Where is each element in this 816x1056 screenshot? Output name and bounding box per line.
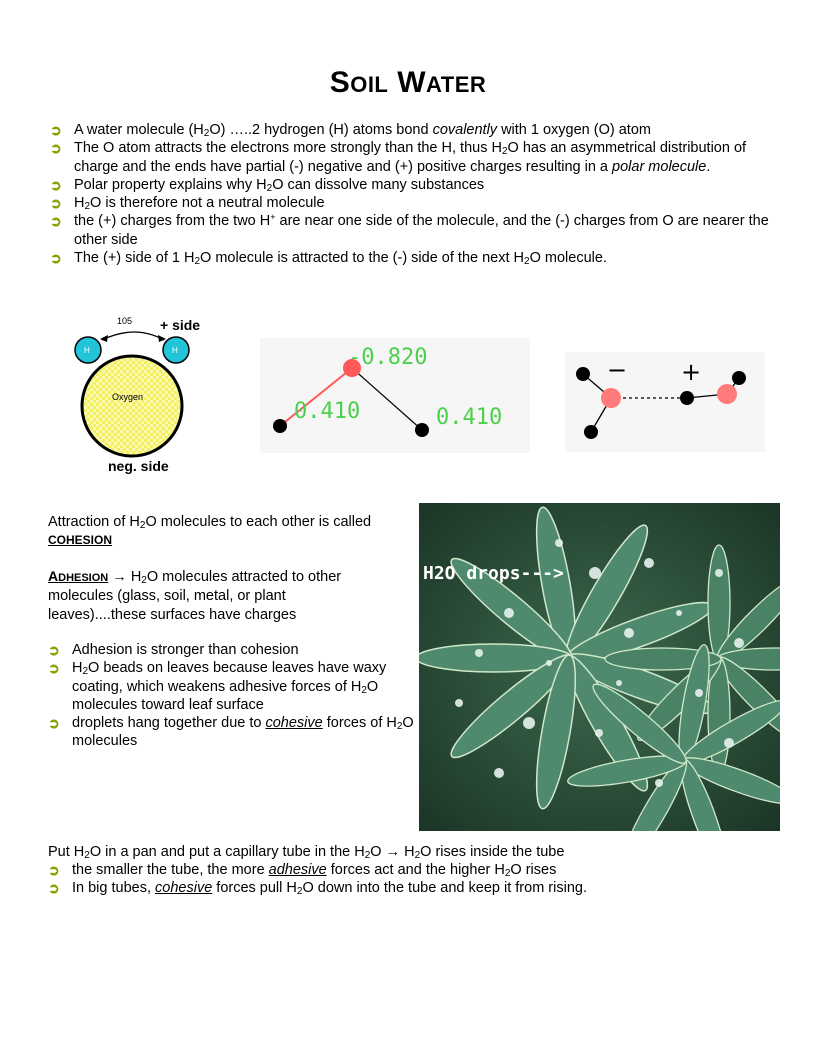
text-run: O molecule.	[529, 250, 607, 267]
hydrogen-atom	[680, 391, 694, 405]
subscript: 2	[501, 146, 508, 158]
water-molecule-diagram	[60, 310, 230, 480]
text-run: O has an asymmetrical distribution of charge and the ends have partial (-) negative and (+) positive charges resulting in a	[74, 140, 747, 175]
cohesive-term: cohesive	[265, 715, 323, 732]
hydrogen-atom	[732, 371, 746, 385]
hydrogen-atom	[584, 425, 598, 439]
text-run: H	[130, 569, 142, 585]
list-item	[50, 121, 770, 139]
subscript: 2	[84, 850, 90, 861]
hydrogen-atom	[415, 423, 429, 437]
text-run: H	[72, 660, 83, 677]
title-smallcaps: ATER	[426, 72, 487, 97]
text-run: A water molecule (H	[74, 122, 204, 138]
bond-angle-label: 105	[117, 316, 133, 326]
cohesion-term: COHESION	[48, 533, 113, 548]
subscript: 2	[194, 256, 201, 268]
subscript: 2	[414, 850, 421, 861]
bullet-list-top	[50, 121, 770, 267]
hydrogen-charge-label: 0.410	[294, 399, 361, 424]
oxygen-label: Oxygen	[112, 392, 144, 402]
subscript: 2	[396, 721, 403, 733]
hydrogen-label: H	[84, 346, 90, 355]
list-item	[48, 861, 768, 879]
text-run: O beads on leaves because leaves have waxy coating, which weakens adhesive forces of H	[72, 660, 387, 695]
h2o-drops-label: H2O drops--->	[423, 563, 564, 584]
subscript: 2	[524, 256, 530, 268]
arrow-bullet-icon: ➲	[48, 862, 60, 878]
text-run: O molecules	[72, 715, 414, 750]
text-run: O) …..2 hydrogen (H) atoms bond	[209, 122, 433, 138]
italic-term: covalently	[432, 122, 498, 138]
arrow-bullet-icon: ➲	[50, 213, 62, 230]
italic-term: polar molecule	[612, 158, 707, 175]
subscript: 2	[203, 128, 210, 139]
bond-angle-arc	[102, 332, 164, 340]
text-run: H	[400, 844, 415, 860]
charge-distribution-diagram	[260, 338, 530, 453]
subscript: 2	[266, 182, 273, 194]
list-item	[50, 139, 770, 176]
right-arrow-icon: →	[385, 844, 401, 860]
arrow-bullet-icon: ➲	[48, 660, 60, 677]
arrow-bullet-icon: ➲	[50, 250, 62, 267]
adhesive-term: adhesive	[268, 862, 327, 878]
text-run: forces pull H	[212, 880, 297, 897]
plus-label: +	[681, 358, 702, 386]
adhesion-paragraph	[48, 567, 388, 624]
text-run: O	[370, 844, 386, 860]
arc-arrowhead-right	[158, 335, 166, 342]
hydrogen-atom	[273, 419, 287, 433]
list-item	[48, 659, 420, 714]
arrow-bullet-icon: ➲	[50, 140, 62, 157]
text-run: droplets hang together due to	[72, 715, 266, 732]
text-run: O molecules toward leaf surface	[72, 678, 379, 713]
plus-side-label: + side	[160, 317, 201, 333]
subscript: 2	[504, 868, 511, 879]
subscript: 2	[141, 575, 147, 586]
arrow-bullet-icon: ➲	[50, 122, 62, 138]
subscript: 2	[364, 850, 371, 861]
text-run: O molecule is attracted to the (-) side of the next H	[200, 250, 525, 267]
arrow-bullet-icon: ➲	[50, 176, 62, 193]
text-run: are near one side of the molecule, and the (-) charges from O are nearer the other side	[74, 213, 769, 248]
cohesion-paragraph	[48, 513, 418, 550]
minus-label: −	[607, 356, 628, 384]
text-run: O down into the tube and keep it from rising.	[302, 880, 587, 897]
text-run: H	[74, 195, 85, 212]
text-run: O molecules attracted to other molecules (glass, soil, metal, or plant leaves)....these surfaces have charges	[48, 569, 342, 623]
superscript: +	[270, 212, 276, 223]
capillary-paragraph	[48, 843, 768, 861]
arrow-bullet-icon: ➲	[48, 642, 60, 658]
text-run: In big tubes,	[72, 880, 156, 897]
title-char: S	[329, 66, 351, 99]
right-arrow-icon: →	[112, 569, 127, 585]
leaf-water-drops-photo	[419, 503, 780, 831]
oxygen-charge-label: -0.820	[348, 345, 428, 370]
term-smallcaps: DHESION	[58, 572, 109, 584]
text-run: O molecules to each other is called	[145, 514, 372, 530]
arrow-bullet-icon: ➲	[50, 195, 62, 212]
subscript: 2	[139, 520, 146, 531]
bullet-list-middle	[48, 641, 420, 751]
list-item	[50, 194, 770, 212]
arrow-bullet-icon: ➲	[48, 715, 60, 732]
oxygen-atom	[601, 388, 621, 408]
list-item	[48, 714, 420, 751]
text-run: the smaller the tube, the more	[72, 862, 269, 878]
arc-arrowhead-left	[100, 335, 108, 342]
hydrogen-atom	[576, 367, 590, 381]
text-run: O is therefore not a neutral molecule	[90, 195, 325, 212]
cohesive-term: cohesive	[155, 880, 213, 897]
adhesion-term	[48, 568, 108, 584]
list-item	[48, 641, 420, 659]
title-char: W	[397, 66, 427, 99]
text-run: the (+) charges from the two H	[74, 213, 271, 230]
bullet-list-bottom	[48, 861, 768, 898]
text-run: Put H	[48, 844, 85, 860]
text-run: Attraction of H	[48, 514, 140, 530]
subscript: 2	[82, 666, 89, 678]
subscript: 2	[361, 684, 367, 696]
text-run: with 1 oxygen (O) atom	[497, 122, 651, 138]
text-run: O rises	[510, 862, 557, 878]
text-run: O in a pan and put a capillary tube in the H	[89, 844, 365, 860]
neg-side-label: neg. side	[108, 458, 169, 474]
list-item	[50, 249, 770, 267]
hydrogen-bond-diagram	[565, 352, 765, 452]
text-run: The (+) side of 1 H	[74, 250, 195, 267]
list-item	[48, 879, 768, 897]
text-run: forces of H	[322, 715, 397, 732]
text-run: Polar property explains why H	[74, 176, 267, 193]
subscript: 2	[84, 201, 91, 213]
title-smallcaps: OIL	[350, 72, 389, 97]
list-item	[50, 212, 770, 249]
text-run: Adhesion is stronger than cohesion	[72, 642, 299, 658]
subscript: 2	[296, 886, 303, 898]
hydrogen-label: H	[172, 346, 178, 355]
text-run: .	[706, 158, 711, 175]
text-run: forces act and the higher H	[326, 862, 505, 878]
arrow-bullet-icon: ➲	[48, 880, 60, 897]
oxygen-atom	[717, 384, 737, 404]
text-run: O can dissolve many substances	[272, 176, 485, 193]
leaf-illustration	[419, 503, 780, 831]
page-title	[0, 66, 816, 100]
list-item	[50, 176, 770, 194]
hydrogen-charge-label: 0.410	[436, 405, 503, 430]
text-run: O rises inside the tube	[420, 844, 565, 860]
oxygen-atom	[82, 356, 182, 456]
term-char: A	[48, 568, 59, 584]
text-run: The O atom attracts the electrons more strongly than the H, thus H	[74, 140, 502, 157]
